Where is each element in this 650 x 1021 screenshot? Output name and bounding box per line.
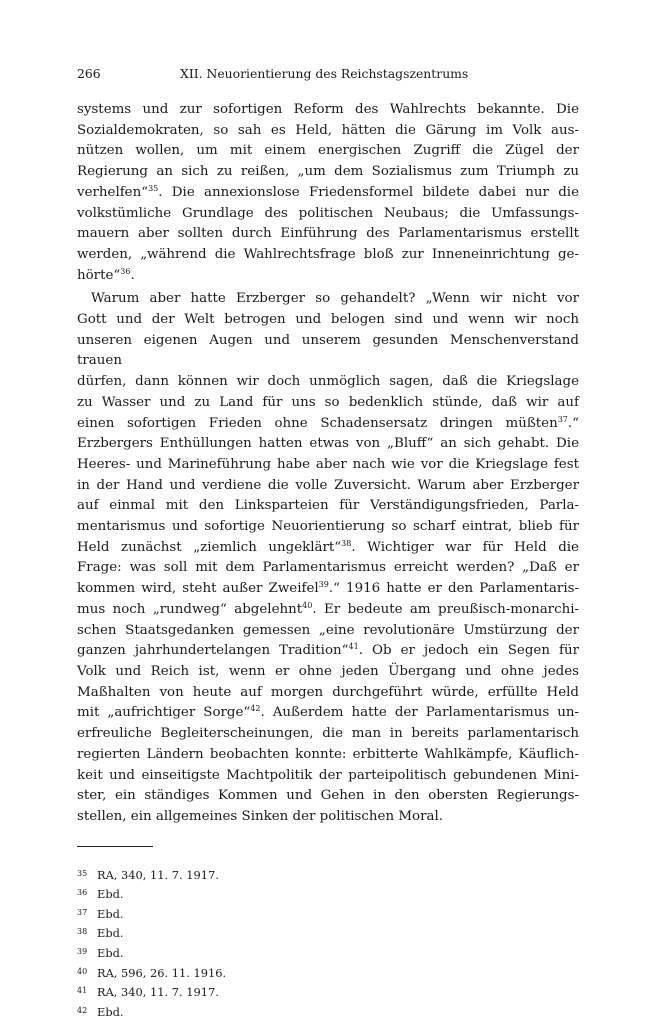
footnote-ref: 40 [302, 600, 313, 610]
paragraph [77, 100, 579, 286]
footnote-number: 37 [77, 907, 88, 917]
text-line: Regierung an sich zu reißen, „um dem Sozialismus zum Triumph zu [77, 164, 579, 180]
text-line: mentarismus und sofortige Neuorientierung so scharf eintrat, blieb für [77, 519, 579, 535]
text-line: schen Staatsgedanken gemessen „eine revolutionäre Umstürzung der [77, 622, 579, 638]
footnote-number: 35 [77, 868, 88, 878]
text-line: werden, „während die Wahlrechtsfrage bloß zur Inneneinrichtung ge- [77, 246, 579, 262]
footnote-text: Ebd. [97, 906, 124, 921]
text-line: Held zunächst „ziemlich ungeklärt“$^{38}$. Wichtiger war für Held die [77, 538, 579, 555]
text-line: Sozialdemokraten, so sah es Held, hätten die Gärung im Volk aus- [77, 122, 579, 138]
footnote-text: RA, 340, 11. 7. 1917. [97, 985, 219, 1000]
footnote [77, 943, 579, 963]
text-line: mit „aufrichtiger Sorge“$^{42}$. Außerdem hatte der Parlamentarismus un- [77, 704, 579, 721]
footnote-text: Ebd. [97, 1004, 124, 1019]
footnote [77, 865, 579, 885]
footnote-text: Ebd. [97, 926, 124, 941]
text-line: unseren eigenen Augen und unserem gesunden Menschenverstand trauen [77, 332, 579, 369]
footnote-text: Ebd. [97, 887, 124, 902]
text-line: auf einmal mit den Linksparteien für Verständigungsfrieden, Parla- [77, 498, 579, 514]
text-line: in der Hand und verdiene die volle Zuversicht. Warum aber Erzberger [77, 477, 579, 493]
text-line: dürfen, dann können wir doch unmöglich sagen, daß die Kriegslage [77, 374, 579, 390]
text-line: einen sofortigen Frieden ohne Schadensersatz dringen müßten$^{37}$.“ [77, 414, 579, 431]
running-header [77, 66, 579, 86]
text-line: zu Wasser und zu Land für uns so bedenklich stünde, daß wir auf [77, 394, 579, 410]
footnote-ref: 38 [341, 538, 352, 548]
text-line: Maßhalten von heute auf morgen durchgeführt würde, erfüllte Held [77, 684, 579, 700]
text-line: Frage: was soll mit dem Parlamentarismus erreicht werden? „Daß er [77, 560, 579, 576]
footnote-number: 40 [77, 966, 88, 976]
text-line: Heeres- und Marineführung habe aber nach wie vor die Kriegslage fest [77, 456, 579, 472]
footnote [77, 982, 579, 1002]
footnote-ref: 42 [250, 704, 261, 714]
footnote-number: 41 [77, 986, 88, 996]
text-line: hörte“$^{36}$. [77, 266, 135, 283]
footnote-ref: 41 [348, 642, 359, 652]
book-page [77, 66, 579, 1021]
footnote-ref: 37 [557, 414, 568, 424]
paragraph [77, 289, 579, 827]
footnote-ref: 35 [148, 183, 159, 193]
footnotes [77, 865, 579, 1021]
running-title: XII. Neuorientierung des Reichstagszentrums [180, 66, 469, 81]
text-line: Volk und Reich ist, wenn er ohne jeden Übergang und ohne jedes [77, 663, 579, 679]
text-line: systems und zur sofortigen Reform des Wahlrechts bekannte. Die [77, 102, 579, 117]
footnote [77, 963, 579, 983]
text-line: keit und einseitigste Machtpolitik der parteipolitisch gebundenen Mini- [77, 767, 579, 783]
text-line: ster, ein ständiges Kommen und Gehen in den obersten Regierungs- [77, 788, 579, 804]
footnote-text: RA, 596, 26. 11. 1916. [97, 965, 227, 980]
text-line: nützen wollen, um mit einem energischen Zugriff die Zügel der [77, 143, 579, 159]
text-line: stellen, ein allgemeines Sinken der politischen Moral. [77, 808, 444, 824]
footnote-text: Ebd. [97, 945, 124, 960]
text-line: Gott und der Welt betrogen und belogen sind und wenn wir noch [77, 312, 579, 328]
text-line: mus noch „rundweg“ abgelehnt$^{40}$. Er bedeute am preußisch-monarchi- [77, 600, 580, 617]
footnote-ref: 39 [318, 580, 329, 590]
text-line: mauern aber sollten durch Einführung des Parlamentarismus erstellt [77, 226, 579, 242]
footnote [77, 904, 579, 924]
page-number: 266 [77, 66, 101, 81]
footnote-number: 39 [77, 946, 88, 956]
footnote-ref: 36 [120, 266, 131, 276]
text-line: regierten Ländern beobachten konnte: erbitterte Wahlkämpfe, Käuflich- [77, 746, 579, 762]
footnote-text: RA, 340, 11. 7. 1917. [97, 867, 219, 882]
text-line: verhelfen“$^{35}$. Die annexionslose Friedensformel bildete dabei nur die [77, 183, 579, 200]
footnote-number: 38 [77, 927, 88, 937]
footnote-number: 36 [77, 888, 88, 898]
footnote [77, 884, 579, 904]
body-text [77, 100, 579, 828]
text-line: kommen wird, steht außer Zweifel$^{39}$.“ 1916 hatte er den Parlamentaris- [77, 580, 579, 597]
footnote [77, 1002, 579, 1021]
footnote [77, 923, 579, 943]
text-line: erfreuliche Begleiterscheinungen, die man in bereits parlamentarisch [77, 726, 579, 742]
text-line: ganzen jahrhundertelangen Tradition“$^{41}$. Ob er jedoch ein Segen für [77, 642, 579, 659]
footnote-rule [77, 846, 153, 847]
text-line: Erzbergers Enthüllungen hatten etwas von „Bluff“ an sich gehabt. Die [77, 436, 579, 452]
footnote-number: 42 [77, 1005, 88, 1015]
text-line: Warum aber hatte Erzberger so gehandelt? „Wenn wir nicht vor [91, 291, 579, 307]
text-line: volkstümliche Grundlage des politischen Neubaus; die Umfassungs- [77, 205, 579, 221]
